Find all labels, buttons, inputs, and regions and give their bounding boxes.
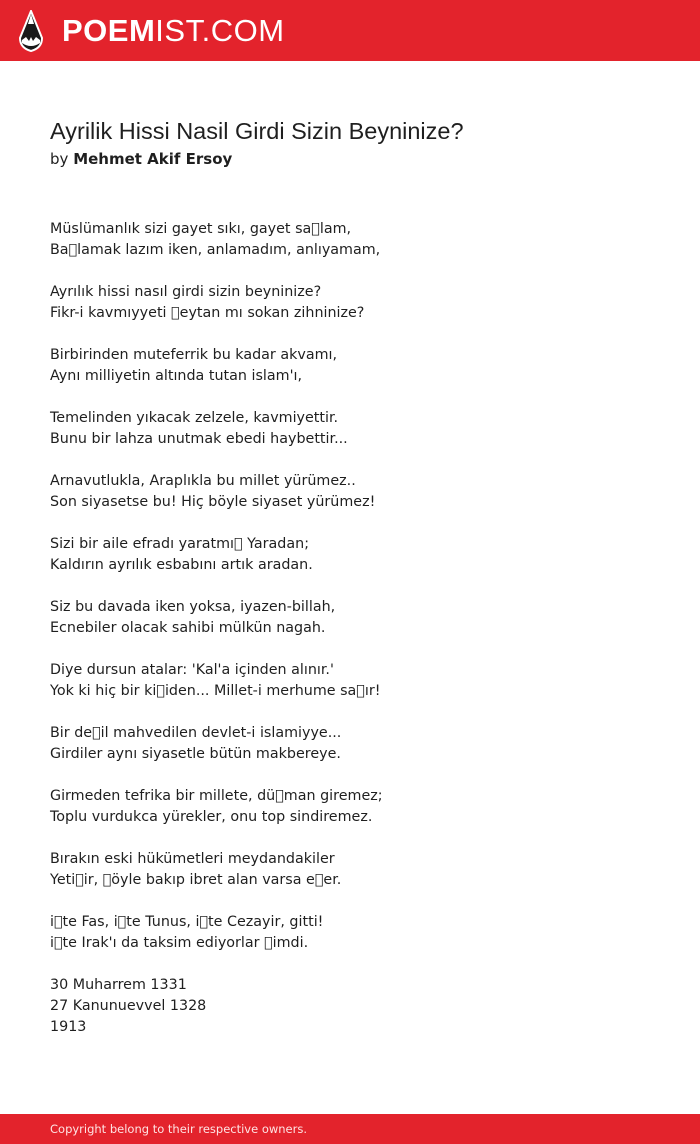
poem-heading — [50, 114, 670, 169]
author-name: Mehmet Akif Ersoy — [73, 150, 233, 168]
poem-line: Ba lamak lazım iken, anlamadım, anlıyamam, — [50, 242, 381, 258]
site-header — [0, 0, 700, 61]
poem-line: Yeti ir,  öyle bakıp ibret alan varsa e er. — [50, 872, 342, 888]
poem-stanza — [50, 408, 670, 450]
poem-line: Aynı milliyetin altında tutan islam'ı, — [50, 368, 303, 384]
poem-stanza — [50, 912, 670, 954]
poem-line: Yok ki hiç bir ki iden... Millet-i merhume sa ır! — [50, 683, 381, 699]
poem-stanza — [50, 786, 670, 828]
site-footer — [0, 1114, 700, 1144]
poem-line: Bırakın eski hükümetleri meydandakiler — [50, 851, 335, 867]
by-label: by — [50, 150, 69, 168]
logo-text-bold: POEM — [62, 13, 156, 48]
poem-line: Birbirinden muteferrik bu kadar akvamı, — [50, 347, 338, 363]
poem-line: Kaldırın ayrılık esbabını artık aradan. — [50, 557, 313, 573]
logo-text-light: IST.COM — [155, 13, 285, 48]
poem-line: Fikr-i kavmıyyeti  eytan mı sokan zihninize? — [50, 305, 365, 321]
poem-stanza — [50, 975, 670, 1038]
poem-stanza — [50, 660, 670, 702]
poem-line: 30 Muharrem 1331 — [50, 977, 187, 993]
poem-line: Ecnebiler olacak sahibi mülkün nagah. — [50, 620, 326, 636]
poem-line: Son siyasetse bu! Hiç böyle siyaset yürümez! — [50, 494, 376, 510]
byline — [50, 149, 670, 169]
poem-line: Bir de il mahvedilen devlet-i islamiyye... — [50, 725, 342, 741]
copyright-text: Copyright belong to their respective owners. — [50, 1122, 308, 1136]
site-logo[interactable] — [62, 11, 285, 51]
poem-line: Müslümanlık sizi gayet sıkı, gayet sa lam, — [50, 221, 352, 237]
poem-stanza — [50, 534, 670, 576]
poem-line: Siz bu davada iken yoksa, iyazen-billah, — [50, 599, 336, 615]
poem-stanza — [50, 345, 670, 387]
poem-stanza — [50, 597, 670, 639]
poem-stanza — [50, 849, 670, 891]
poem-body — [50, 219, 670, 1059]
poem-stanza — [50, 723, 670, 765]
poem-stanza — [50, 282, 670, 324]
poem-line: Temelinden yıkacak zelzele, kavmiyettir. — [50, 410, 339, 426]
poem-line: Diye dursun atalar: 'Kal'a içinden alınır.' — [50, 662, 334, 678]
poem-stanza — [50, 471, 670, 513]
poem-line: Girmeden tefrika bir millete, dü man giremez; — [50, 788, 383, 804]
poem-line: Ayrılık hissi nasıl girdi sizin beyninize? — [50, 284, 322, 300]
poem-line: i te Irak'ı da taksim ediyorlar  imdi. — [50, 935, 309, 951]
poem-title: Ayrilik Hissi Nasil Girdi Sizin Beyninize? — [50, 118, 464, 144]
pencil-tip-icon[interactable] — [18, 10, 44, 52]
poem-line: Toplu vurdukca yürekler, onu top sindiremez. — [50, 809, 373, 825]
poem-line: Sizi bir aile efradı yaratmı  Yaradan; — [50, 536, 310, 552]
poem-line: i te Fas, i te Tunus, i te Cezayir, gitti! — [50, 914, 324, 930]
poem-line: Bunu bir lahza unutmak ebedi haybettir... — [50, 431, 348, 447]
poem-stanza — [50, 219, 670, 261]
poem-line: 1913 — [50, 1019, 87, 1035]
poem-line: 27 Kanunuevvel 1328 — [50, 998, 207, 1014]
poem-line: Girdiler aynı siyasetle bütün makbereye. — [50, 746, 341, 762]
poem-line: Arnavutlukla, Araplıkla bu millet yürümez.. — [50, 473, 356, 489]
